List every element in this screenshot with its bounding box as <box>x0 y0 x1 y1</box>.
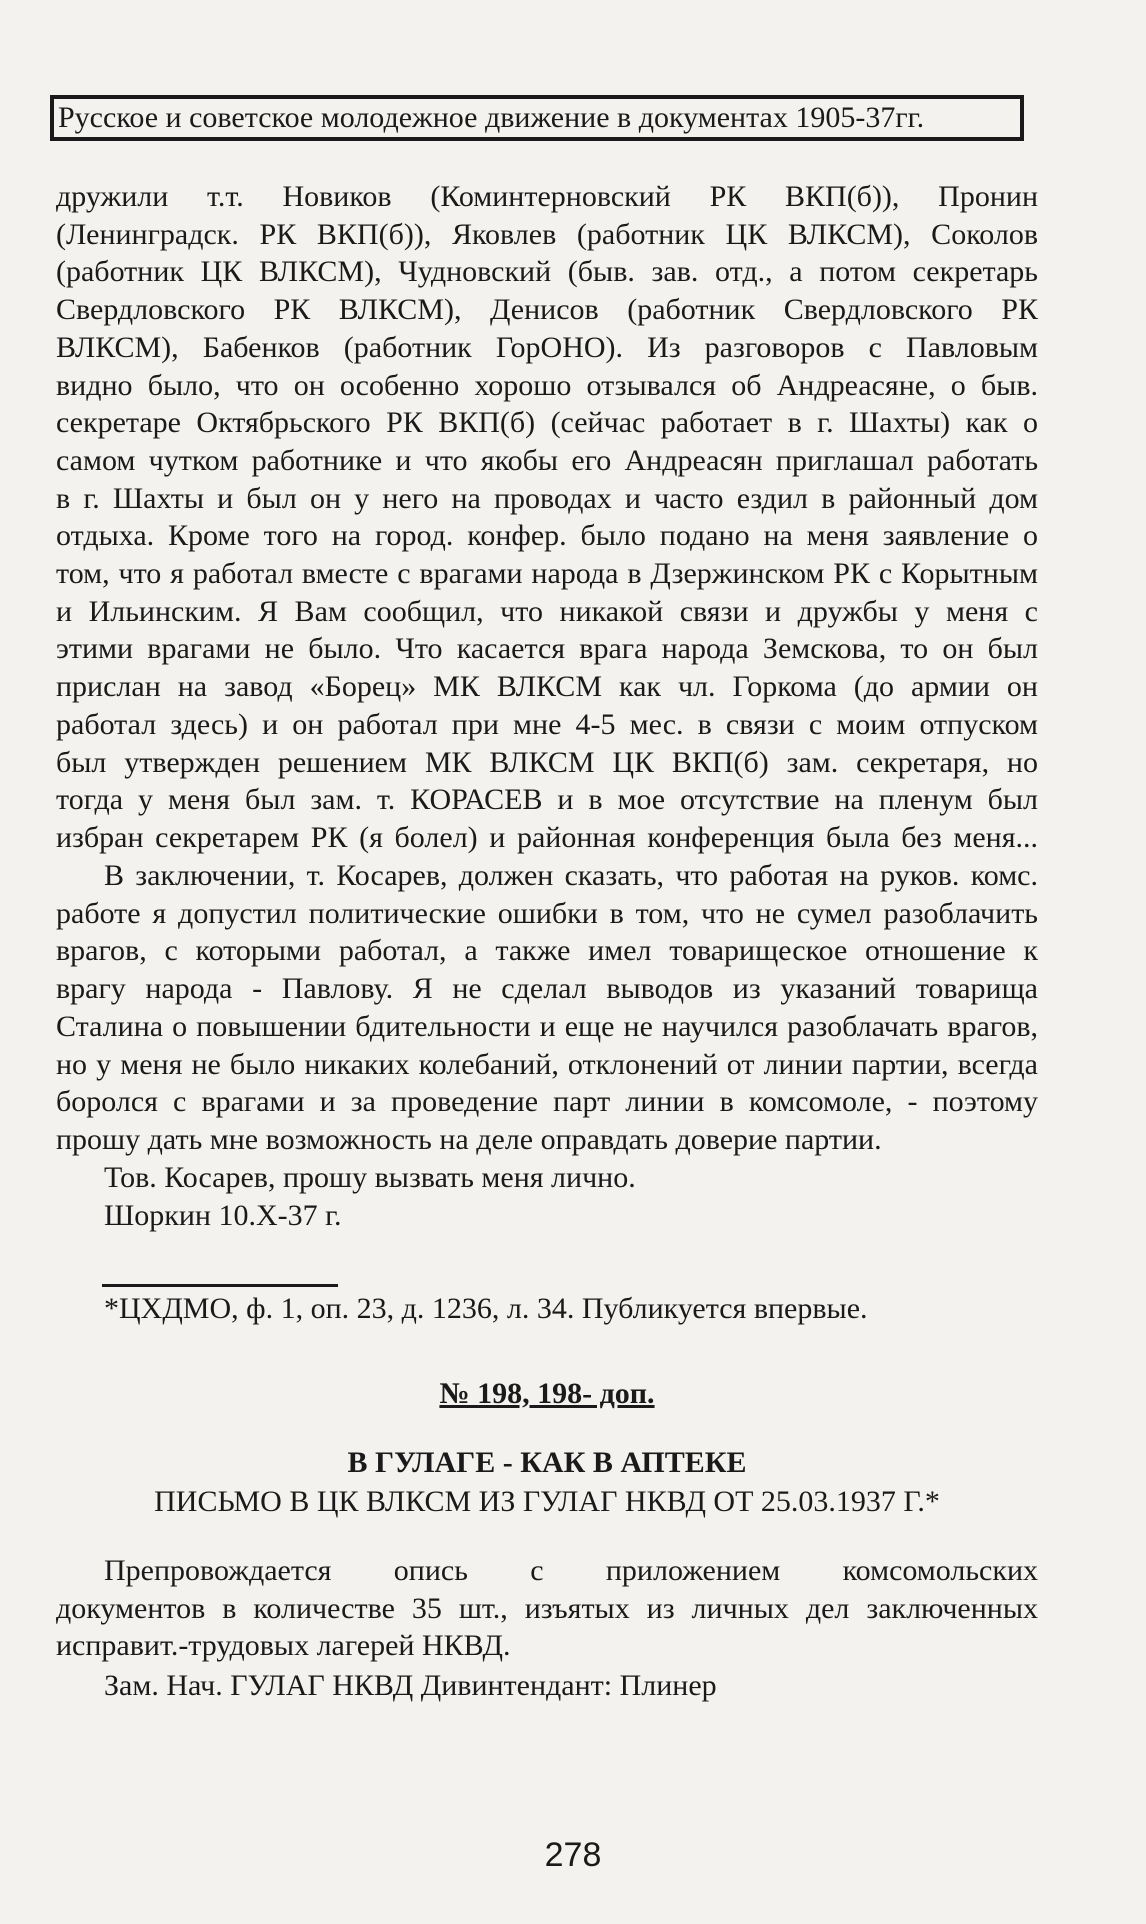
text-line: (Ленинградск. РК ВКП(б)), Яковлев (работник ЦК ВЛКСМ), Соколов <box>56 217 1038 251</box>
text-line: ВЛКСМ), Бабенков (работник ГорОНО). Из разговоров с Павловым <box>56 330 1038 364</box>
text-line: видно было, что он особенно хорошо отзывался об Андреасяне, о быв. <box>56 368 1038 402</box>
text-line: (работник ЦК ВЛКСМ), Чудновский (быв. зав. отд., а потом секретарь <box>56 255 1038 289</box>
text-line: был утвержден решением МК ВЛКСМ ЦК ВКП(б) зам. секретаря, но <box>56 745 1038 779</box>
text-line: В заключении, т. Косарев, должен сказать, что работая на руков. комс. <box>104 859 1038 892</box>
paragraph-gulag-letter <box>56 1552 1038 1665</box>
text-line: том, что я работал вместе с врагами народа в Дзержинском РК с Корытным <box>56 557 1038 591</box>
text-line: и Ильинским. Я Вам сообщил, что никакой связи и дружбы у меня с <box>56 594 1038 628</box>
document-number: № 198, 198- доп. <box>439 1377 655 1410</box>
text-line: боролся с врагами и за проведение парт линии в комсомоле, - поэтому <box>56 1085 1038 1119</box>
text-line: тогда у меня был зам. т. КОРАСЕВ и в мое отсутствие на пленум был <box>56 783 1038 817</box>
text-line: в г. Шахты и был он у него на проводах и часто ездил в районный дом <box>56 481 1038 515</box>
text-line: этими врагами не было. Что касается врага народа Земскова, то он был <box>56 632 1038 666</box>
text-line: прошу дать мне возможность на деле оправдать доверие партии. <box>56 1122 882 1156</box>
signature-line <box>56 1197 1038 1235</box>
text-line: документов в количестве 35 шт., изъятых из личных дел заключенных <box>56 1591 1038 1625</box>
text-line: прислан на завод «Борец» МК ВЛКСМ как чл. Горкома (до армии он <box>56 670 1038 704</box>
text-line: врагов, с которыми работал, а также имел товарищеское отношение к <box>56 934 1038 968</box>
text-line: но у меня не было никаких колебаний, отклонений от линии партии, всегда <box>56 1047 1038 1081</box>
text-line: отдыха. Кроме того на город. конфер. было подано на меня заявление о <box>56 519 1038 553</box>
text-line: врагу народа - Павлову. Я не сделал выводов из указаний товарища <box>56 972 1038 1006</box>
text-line: дружили т.т. Новиков (Коминтерновский РК ВКП(б)), Пронин <box>56 180 1038 213</box>
footnote-divider <box>102 1284 338 1287</box>
text-line: Зам. Нач. ГУЛАГ НКВД Дивинтендант: Плинер <box>104 1669 717 1702</box>
text-line: работе я допустил политические ошибки в том, что не сумел разоблачить <box>56 896 1038 930</box>
text-line: Свердловского РК ВЛКСМ), Денисов (работник Свердловского РК <box>56 293 1038 327</box>
text-line: избран секретарем РК (я болел) и районная конференция была без меня... <box>56 820 1038 854</box>
request-line <box>56 1159 1038 1197</box>
text-line: работал здесь) и он работал при мне 4-5 мес. в связи с моим отпуском <box>56 707 1038 741</box>
section-title: В ГУЛАГЕ - КАК В АПТЕКЕ <box>347 1446 747 1479</box>
footnote <box>56 1290 1038 1328</box>
running-header: Русское и советское молодежное движение в документах 1905-37гг. <box>50 95 1024 141</box>
text-line: *ЦХДМО, ф. 1, оп. 23, д. 1236, л. 34. Публикуется впервые. <box>104 1292 868 1325</box>
paragraph-letter-body <box>56 178 1038 857</box>
page-number: 278 <box>544 1836 602 1874</box>
text-line: секретаре Октябрьского РК ВКП(б) (сейчас работает в г. Шахты) как о <box>56 406 1038 440</box>
text-line: исправит.-трудовых лагерей НКВД. <box>56 1629 511 1663</box>
signer-line <box>56 1667 1038 1705</box>
text-line: Тов. Косарев, прошу вызвать меня лично. <box>104 1161 636 1194</box>
text-line: Препровождается опись с приложением комсомольских <box>104 1554 1038 1587</box>
paragraph-conclusion <box>56 857 1038 1159</box>
text-line: Сталина о повышении бдительности и еще не научился разоблачать врагов, <box>56 1009 1038 1043</box>
section-subtitle: ПИСЬМО В ЦК ВЛКСМ ИЗ ГУЛАГ НКВД ОТ 25.03.1937 Г.* <box>154 1485 940 1518</box>
text-line: самом чутком работнике и что якобы его Андреасян приглашал работать <box>56 443 1038 477</box>
text-line: Шоркин 10.X-37 г. <box>104 1199 342 1232</box>
